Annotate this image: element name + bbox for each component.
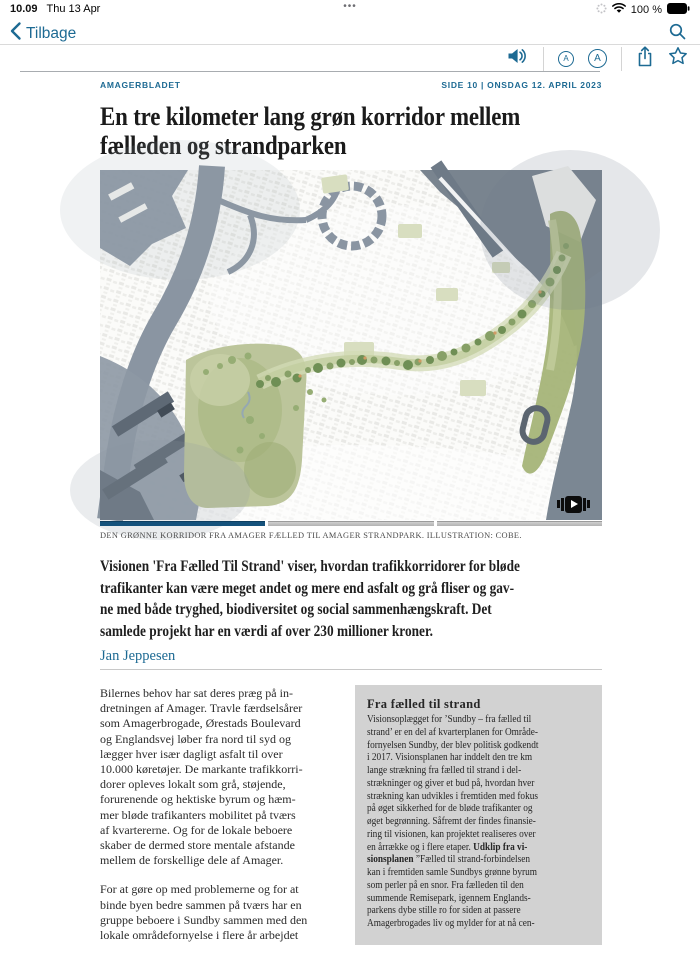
battery-percent: 100 % bbox=[630, 4, 662, 16]
infobox-title: Fra fælled til strand bbox=[367, 697, 481, 711]
toolbar-divider bbox=[543, 47, 544, 71]
article-body-column bbox=[100, 686, 350, 957]
body-paragraph: Bilernes behov har sat deres præg på in- dretningen af Amager. Travle færdselsårer som Amagerbrogade, Ørestads Boulevard og Englandsvej løber fra nord til syd og lægger hver især dagligt asfalt til over 10.000 køretøjer. De markante trafikkorri- dorer opleves lokalt som grå, støjende, forurenende og hektiske byrum og hæm- mer bløde trafikanters mobilitet på tværs af kvartererne. Og for de lokale beboere skaber de dermed store mentale afstande mellem de forskellige dele af Amager. bbox=[100, 686, 303, 868]
star-icon bbox=[668, 46, 688, 71]
paper-name: AMAGERBLADET bbox=[100, 80, 181, 90]
font-smaller-button[interactable] bbox=[558, 51, 574, 67]
article-headline: En tre kilometer lang grøn korridor mellem fælleden og strandparken bbox=[100, 102, 521, 160]
font-larger-icon: A bbox=[588, 49, 607, 68]
page-progress-segment[interactable] bbox=[100, 521, 265, 526]
page-progress-segment[interactable] bbox=[437, 521, 602, 526]
toolbar-divider bbox=[621, 47, 622, 71]
page-progress-bar bbox=[100, 521, 602, 526]
status-time: 10.09 bbox=[10, 3, 38, 15]
body-paragraph: For at gøre op med problemerne og for at binde byen bedre sammen på tværs har en gruppe beboere i Sundby sammen med den lokale områdefornyelse i flere år arbejdet bbox=[100, 882, 308, 943]
share-icon bbox=[636, 46, 654, 72]
share-button[interactable] bbox=[636, 46, 654, 72]
article-toolbar bbox=[0, 45, 700, 72]
article-lede: Visionen 'Fra Fælled Til Strand' viser, hvordan trafikkorridorer for bløde trafikanter kan være meget andet og mere end asfalt og grå fliser og gav- ne med både tryghed, biodiversitet og social sammenhængskraft. Det samlede projekt har en værdi af over 230 millioner kroner. bbox=[100, 558, 520, 640]
multitask-dots-icon: ••• bbox=[343, 1, 357, 12]
figure-caption: DEN GRØNNE KORRIDOR FRA AMAGER FÆLLED TIL AMAGER STRANDPARK. ILLUSTRATION: COBE. bbox=[100, 531, 522, 540]
battery-icon bbox=[667, 3, 690, 17]
newspaper-masthead bbox=[100, 80, 602, 90]
status-date: Thu 13 Apr bbox=[46, 3, 101, 15]
infobox-fra-faelled-til-strand bbox=[355, 685, 602, 945]
infobox-text: Visionsoplægget for ’Sundby – fra fælled til strand’ er en del af kvarterplanen for Område- fornyelsen Sundby, der blev politisk godkendt i 2017. Visionsplanen har inddelt den tre km lange strækning fra fælled til strand i del- strækninger og giver et bud på, hvordan hver strækning kan udvikles i fremtiden med fokus på øget sikkerhed for de bløde trafikanter og øget begrønning. Såfremt der findes finansie- ring til visionen, kan projektet realiseres over en årrække og i flere etaper. Udklip fra vi- sionsplanen ”Fælled til strand-forbindelsen kan i fremtiden samle Sundbys grønne byrum som perler på en snor. Fra fælleden til den summende Remisepark, igennem Englands- parkens dybe stille ro for siden at passere Amagerbrogades liv og mylder for at nå cen- bbox=[367, 714, 539, 929]
byline-rule bbox=[100, 669, 602, 670]
search-icon bbox=[669, 27, 686, 44]
page-top-rule bbox=[20, 71, 600, 72]
speaker-icon bbox=[507, 47, 529, 70]
back-label: Tilbage bbox=[26, 24, 77, 42]
article-byline: Jan Jeppesen bbox=[100, 648, 176, 664]
back-button[interactable] bbox=[10, 22, 76, 45]
font-smaller-icon: A bbox=[558, 51, 574, 67]
map-graphic bbox=[100, 170, 602, 520]
page-info: SIDE 10 | ONSDAG 12. APRIL 2023 bbox=[441, 80, 602, 90]
read-aloud-button[interactable] bbox=[507, 47, 529, 70]
favorite-button[interactable] bbox=[668, 46, 688, 71]
search-button[interactable] bbox=[669, 23, 686, 45]
chevron-left-icon bbox=[10, 22, 21, 45]
page-progress-segment[interactable] bbox=[268, 521, 433, 526]
network-activity-icon bbox=[596, 3, 607, 17]
font-larger-button[interactable] bbox=[588, 49, 607, 68]
article-map-illustration[interactable] bbox=[100, 170, 602, 520]
wifi-icon bbox=[612, 3, 626, 17]
nav-bar bbox=[0, 20, 700, 45]
video-play-icon[interactable] bbox=[556, 494, 590, 514]
status-bar bbox=[0, 0, 700, 20]
